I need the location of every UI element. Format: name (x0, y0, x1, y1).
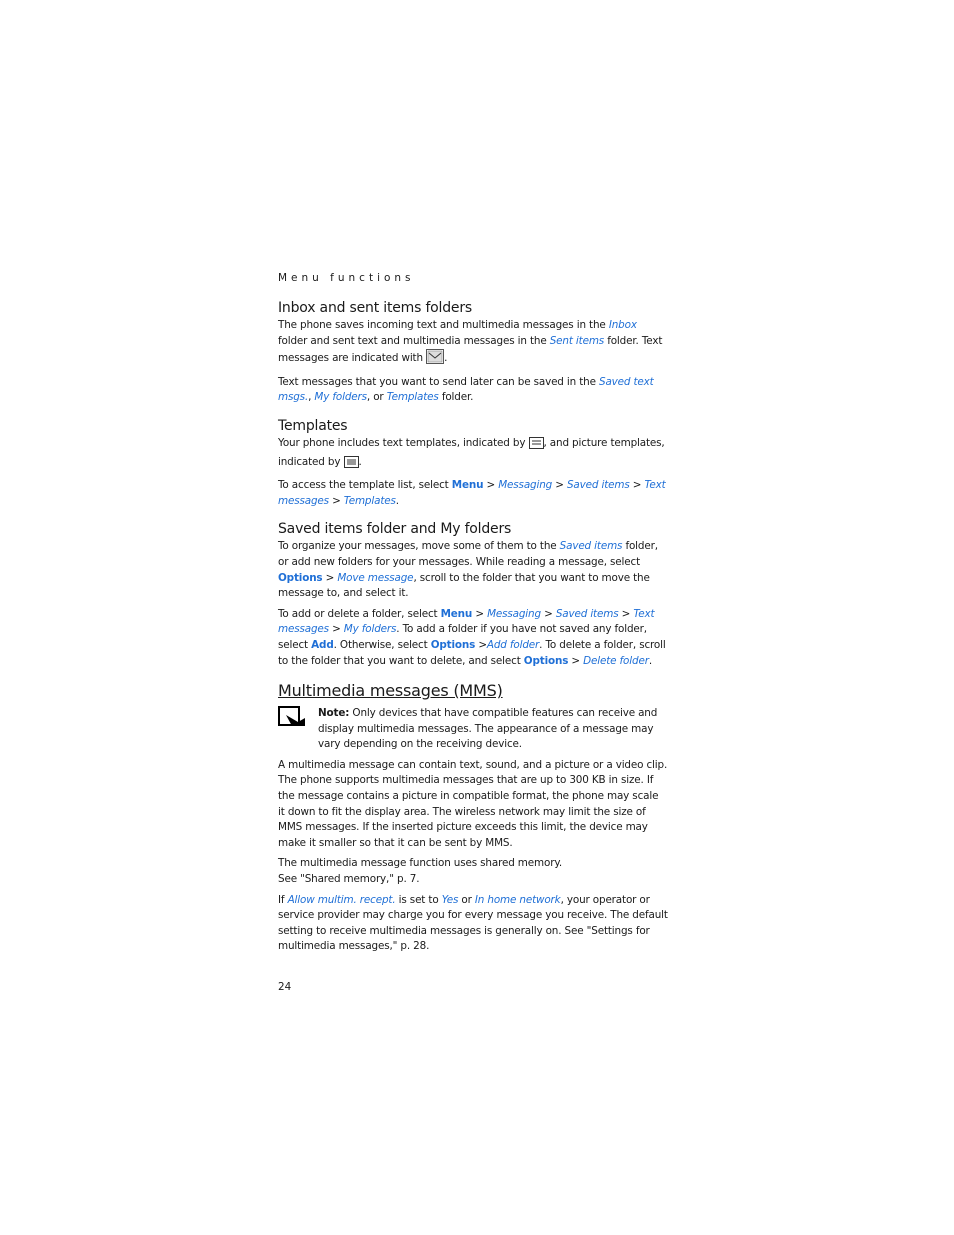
inbox-heading: Inbox and sent items folders (278, 300, 472, 316)
note-icon (278, 706, 318, 753)
saved-paragraph-1: To organize your messages, move some of them to the Saved items folder, or add new folders for your messages. While reading a message, select Options > Move message, scroll to the folder that you want to move the message to, and select it. (278, 540, 658, 600)
templates-paragraph-1: Your phone includes text templates, indicated by , and picture templates, indicated by . (278, 436, 668, 473)
inbox-link: Inbox (608, 319, 637, 331)
inbox-paragraph-1: The phone saves incoming text and multimedia messages in the Inbox folder and sent text and multimedia messages in the Sent items folder. Text messages are indicated with . (278, 318, 668, 370)
note-block (278, 706, 668, 753)
mms-paragraph-3: If Allow multim. recept. is set to Yes or In home network, your operator or service provider may charge you for every message you receive. The default setting to receive multimedia messages is generally on. See "Settings for multimedia messages," p. 28. (278, 893, 668, 953)
page-number: 24 (278, 981, 292, 993)
message-icon (426, 349, 444, 370)
saved-items-heading: Saved items folder and My folders (278, 521, 512, 538)
saved-items-section (278, 521, 668, 669)
mms-paragraph-1: A multimedia message can contain text, sound, and a picture or a video clip. The phone supports multimedia messages that are up to 300 KB in size. If the message contains a picture in compatible format, the phone may scale it down to fit the display area. The wireless network may limit the size of MMS messages. If the inserted picture exceeds this limit, the device may make it smaller so that it can be sent by MMS. (278, 758, 668, 849)
mms-paragraph-2: The multimedia message function uses shared memory. See "Shared memory," p. 7. (278, 857, 562, 886)
saved-paragraph-2: To add or delete a folder, select Menu > Messaging > Saved items > Text messages > My folders. To add a folder if you have not saved any folder, select Add. Otherwise, select Options >Add folder. To delete a folder, scroll to the folder that you want to delete, and select Options > Delete folder. (278, 607, 666, 667)
running-header: Menu functions (278, 272, 415, 284)
mms-section (278, 681, 668, 955)
page-content (278, 272, 668, 993)
templates-paragraph-2: To access the template list, select Menu > Messaging > Saved items > Text messages > Templates. (278, 479, 666, 507)
sent-items-link: Sent items (549, 334, 605, 347)
picture-template-icon (344, 456, 359, 474)
text-template-icon (529, 437, 544, 455)
inbox-section (278, 300, 668, 406)
note-text: Note: Only devices that have compatible features can receive and display multimedia messages. The appearance of a message may vary depending on the receiving device. (318, 707, 658, 751)
inbox-paragraph-2: Text messages that you want to send later can be saved in the Saved text msgs., My folders, or Templates folder. (278, 375, 654, 404)
mms-heading: Multimedia messages (MMS) (278, 681, 503, 701)
templates-heading: Templates (278, 417, 348, 434)
templates-section (278, 418, 668, 509)
